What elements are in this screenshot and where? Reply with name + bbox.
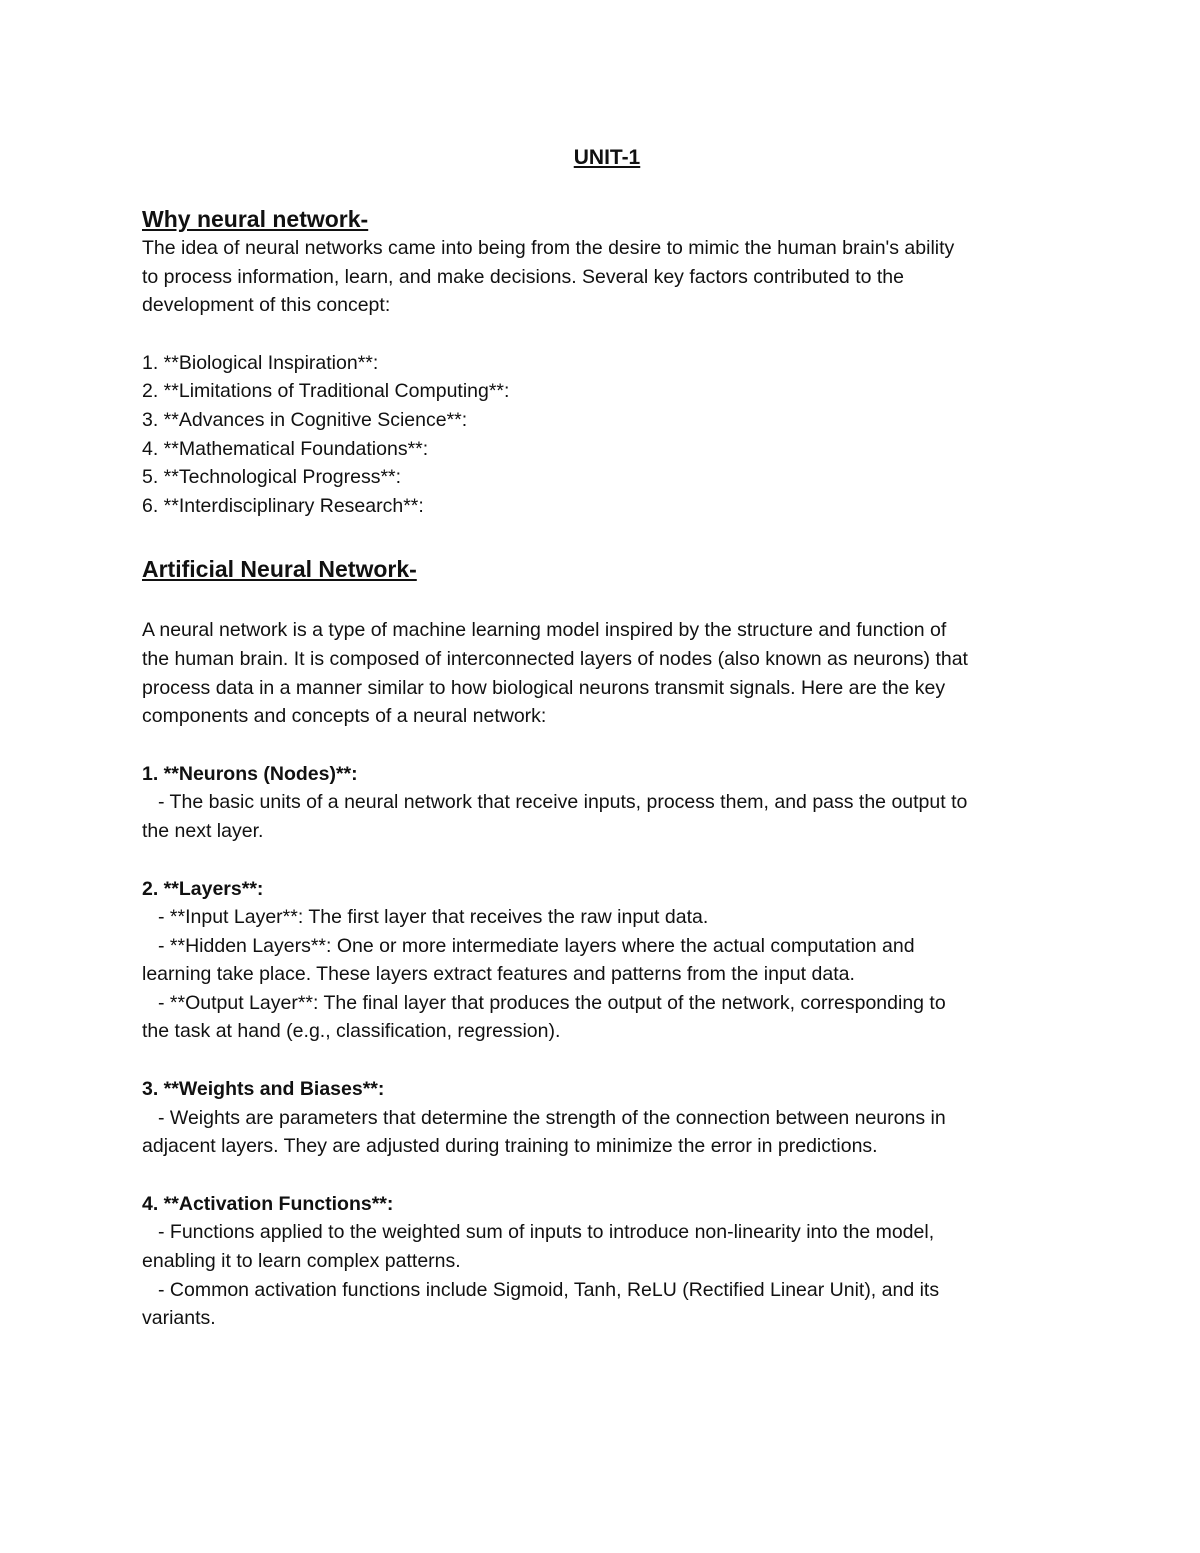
text-line: components and concepts of a neural network: — [142, 705, 547, 728]
component-layers — [142, 875, 1072, 1047]
list-item: 3. **Advances in Cognitive Science**: — [142, 408, 468, 431]
text-line: A neural network is a type of machine learning model inspired by the structure and function of — [142, 619, 947, 642]
component-title: 1. **Neurons (Nodes)**: — [142, 762, 358, 785]
unit-title: UNIT-1 — [573, 146, 641, 169]
text-line: - Common activation functions include Sigmoid, Tanh, ReLU (Rectified Linear Unit), and its — [158, 1278, 940, 1301]
component-title: 3. **Weights and Biases**: — [142, 1078, 385, 1101]
section-heading-why-neural-network: Why neural network- — [142, 206, 369, 232]
list-item: 2. **Limitations of Traditional Computing**: — [142, 380, 510, 403]
component-neurons — [142, 760, 1072, 846]
text-line: development of this concept: — [142, 294, 391, 317]
list-item: 5. **Technological Progress**: — [142, 466, 402, 489]
text-line: the human brain. It is composed of interconnected layers of nodes (also known as neurons) that — [142, 647, 968, 670]
text-line: - **Hidden Layers**: One or more intermediate layers where the actual computation and — [158, 934, 915, 957]
text-line: enabling it to learn complex patterns. — [142, 1250, 461, 1273]
component-weights-biases — [142, 1075, 1072, 1161]
component-title: 4. **Activation Functions**: — [142, 1192, 394, 1215]
text-line: the next layer. — [142, 819, 264, 842]
text-line: - Functions applied to the weighted sum of inputs to introduce non-linearity into the model, — [158, 1221, 935, 1244]
text-line: to process information, learn, and make decisions. Several key factors contributed to the — [142, 265, 904, 288]
text-line: - **Output Layer**: The final layer that produces the output of the network, corresponding to — [158, 991, 946, 1014]
list-item: 6. **Interdisciplinary Research**: — [142, 494, 424, 517]
component-title: 2. **Layers**: — [142, 877, 264, 900]
document-page — [142, 140, 1072, 1333]
factors-list — [142, 349, 1072, 521]
text-line: - **Input Layer**: The first layer that receives the raw input data. — [158, 906, 709, 929]
section1-intro — [142, 234, 1072, 320]
component-activation-functions — [142, 1190, 1072, 1333]
text-line: the task at hand (e.g., classification, regression). — [142, 1020, 561, 1043]
text-line: - The basic units of a neural network that receive inputs, process them, and pass the output to — [158, 791, 968, 814]
text-line: The idea of neural networks came into being from the desire to mimic the human brain's ability — [142, 237, 955, 259]
list-item: 1. **Biological Inspiration**: — [142, 351, 379, 374]
text-line: learning take place. These layers extract features and patterns from the input data. — [142, 963, 855, 986]
text-line: variants. — [142, 1307, 216, 1330]
section-heading-artificial-neural-network: Artificial Neural Network- — [142, 556, 417, 583]
list-item: 4. **Mathematical Foundations**: — [142, 437, 429, 460]
section2-intro — [142, 616, 1072, 730]
text-line: adjacent layers. They are adjusted during training to minimize the error in predictions. — [142, 1135, 878, 1158]
text-line: process data in a manner similar to how biological neurons transmit signals. Here are the key — [142, 676, 946, 699]
text-line: - Weights are parameters that determine the strength of the connection between neurons in — [158, 1106, 946, 1129]
